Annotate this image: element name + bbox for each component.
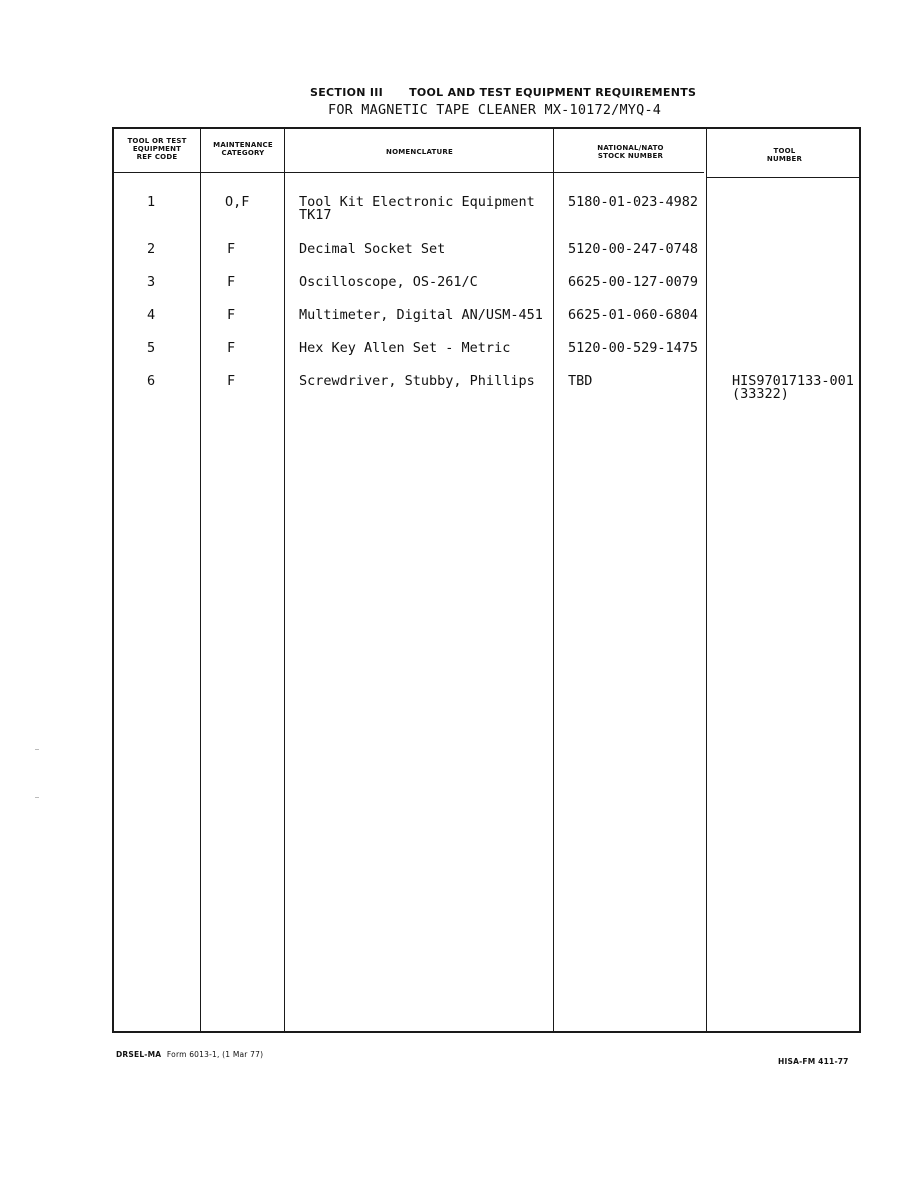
page-reference: HISA-FM 411-77 bbox=[778, 1057, 849, 1066]
form-reference bbox=[116, 1050, 263, 1059]
cell-stock-number: 5120-00-529-1475 bbox=[568, 340, 699, 356]
cell-nomenclature: Screwdriver, Stubby, Phillips bbox=[299, 373, 535, 389]
cell-ref-code: 6 bbox=[147, 373, 156, 389]
form-id: DRSEL-MA bbox=[116, 1050, 162, 1059]
cell-tool-number: HIS97017133-001 (33322) bbox=[732, 373, 854, 402]
section-subheading: FOR MAGNETIC TAPE CLEANER MX-10172/MYQ-4 bbox=[328, 102, 662, 118]
cell-stock-number: 6625-00-127-0079 bbox=[568, 274, 699, 290]
cell-nomenclature: Hex Key Allen Set - Metric bbox=[299, 340, 511, 356]
cell-ref-code: 5 bbox=[147, 340, 156, 356]
section-number: SECTION III bbox=[310, 86, 384, 99]
column-divider bbox=[553, 129, 554, 1031]
column-header-ref-code: TOOL OR TEST EQUIPMENT REF CODE bbox=[127, 137, 187, 161]
column-header-maintenance-category: MAINTENANCE CATEGORY bbox=[213, 141, 273, 157]
cell-ref-code: 3 bbox=[147, 274, 156, 290]
section-heading: TOOL AND TEST EQUIPMENT REQUIREMENTS bbox=[409, 86, 697, 99]
scan-mark bbox=[35, 797, 39, 798]
cell-maintenance-category: F bbox=[227, 340, 236, 356]
column-divider bbox=[200, 129, 201, 1031]
cell-stock-number: 5180-01-023-4982 bbox=[568, 194, 699, 210]
cell-nomenclature: Multimeter, Digital AN/USM-451 bbox=[299, 307, 543, 323]
cell-maintenance-category: F bbox=[227, 307, 236, 323]
section-title bbox=[310, 86, 696, 99]
equipment-table bbox=[112, 127, 861, 1033]
cell-stock-number: 5120-00-247-0748 bbox=[568, 241, 699, 257]
column-divider bbox=[284, 129, 285, 1031]
cell-ref-code: 2 bbox=[147, 241, 156, 257]
cell-maintenance-category: F bbox=[227, 274, 236, 290]
form-edition: Form 6013-1, (1 Mar 77) bbox=[166, 1050, 264, 1059]
column-header-stock-number: NATIONAL/NATO STOCK NUMBER bbox=[597, 144, 664, 160]
cell-maintenance-category: F bbox=[227, 241, 236, 257]
cell-maintenance-category: F bbox=[227, 373, 236, 389]
cell-stock-number: 6625-01-060-6804 bbox=[568, 307, 699, 323]
cell-nomenclature: Oscilloscope, OS-261/C bbox=[299, 274, 478, 290]
column-header-tool-number: TOOL NUMBER bbox=[766, 147, 803, 163]
cell-maintenance-category: O,F bbox=[225, 194, 250, 210]
cell-nomenclature: Tool Kit Electronic Equipment TK17 bbox=[299, 194, 535, 223]
cell-nomenclature: Decimal Socket Set bbox=[299, 241, 446, 257]
scan-mark bbox=[35, 749, 39, 750]
cell-stock-number: TBD bbox=[568, 373, 593, 389]
cell-ref-code: 1 bbox=[147, 194, 156, 210]
column-header-nomenclature: NOMENCLATURE bbox=[386, 148, 453, 156]
column-divider bbox=[706, 129, 707, 1031]
cell-ref-code: 4 bbox=[147, 307, 156, 323]
